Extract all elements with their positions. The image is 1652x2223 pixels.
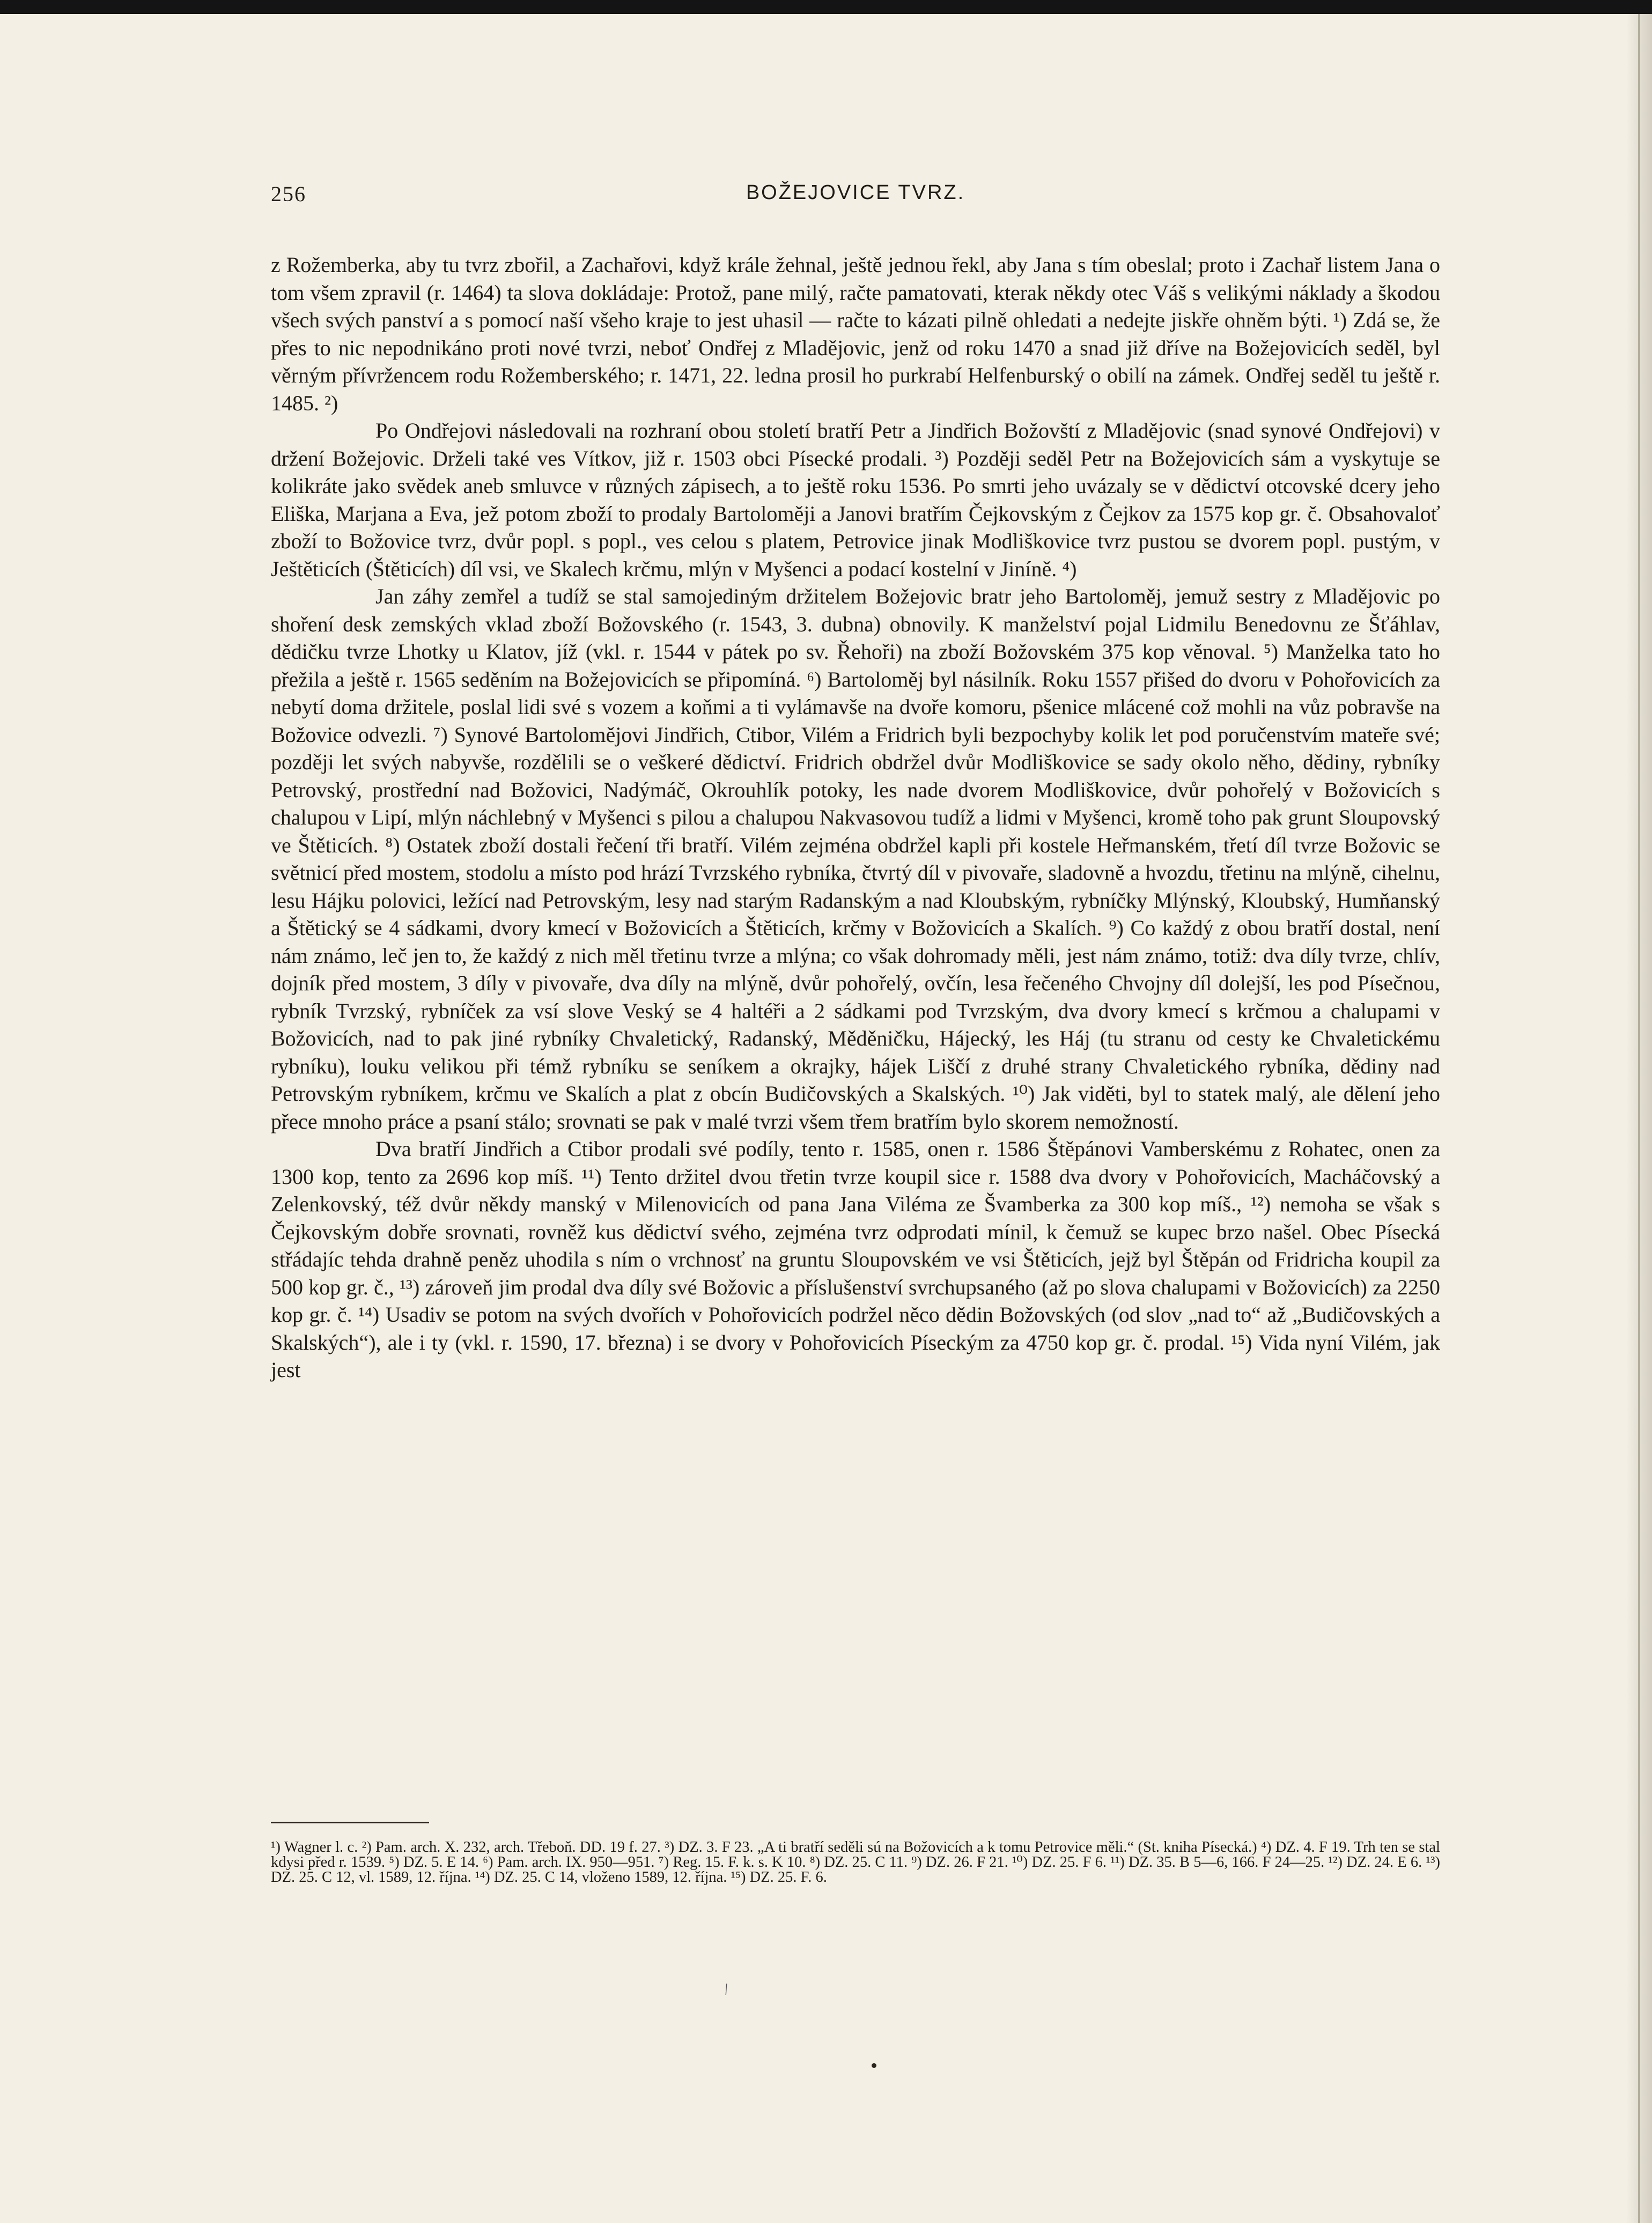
running-title: BOŽEJOVICE TVRZ. bbox=[746, 181, 965, 204]
paragraph-3: Jan záhy zemřel a tudíž se stal samojediným držitelem Božejovic bratr jeho Bartoloměj, jemuž sestry z Mladějovic po shoření desk zemských vklad zboží Božovského (r. 1543, 3. dubna) obnovily. K manželství pojal Lidmilu Benedovnu ze Šťáhlav, dědičku tvrze Lhotky u Klatov, jíž (vkl. r. 1544 v pátek po sv. Řehoři) na zboží Božovském 375 kop věnoval. ⁵) Manželka tato ho přežila a ještě r. 1565 seděním na Božejovicích se připomíná. ⁶) Bartoloměj byl násilník. Roku 1557 přišed do dvoru v Pohořovicích za nebytí doma držitele, poslal lidi své s vozem a koňmi a ti vylámavše na dvoře komoru, pšenice mlácené což mohli na vůz pobravše na Božovice odvezli. ⁷) Synové Bartolomějovi Jindřich, Ctibor, Vilém a Fridrich byli bezpochyby kolik let pod poručenstvím mateře své; později let svých nabyvše, rozdělili se o veškeré dědictví. Fridrich obdržel dvůr Modliškovice se sady okolo něho, dědiny, rybníky Petrovský, prostřední nad Božovici, Nadýmáč, Okrouhlík potoky, les nade dvorem Modliškovice, dvůr pohořelý v Božovicích s chalupou v Lipí, mlýn náchlebný v Myšenci s pilou a chalupou Nakvasovou tudíž a lidmi v Myšenci, kromě toho pak grunt Sloupovský ve Štěticích. ⁸) Ostatek zboží dostali řečení tři bratří. Vilém zejména obdržel kapli při kostele Heřmanském, třetí díl tvrze Božovic se světnicí před mostem, stodolu a místo pod hrází Tvrzského rybníka, čtvrtý díl v pivovaře, sladovně a hvozdu, třetinu na mlýně, cihelnu, lesu Hájku polovici, ležící nad Petrovským, lesy nad starým Radanským a nad Kloubským, rybníčky Mlýnský, Kloubský, Humňanský a Štětický se 4 sádkami, dvory kmecí v Božovicích a Štěticích, krčmy v Božovicích a Skalích. ⁹) Co každý z obou bratří dostal, není nám známo, leč jen to, že každý z nich měl třetinu tvrze a mlýna; co však dohromady měli, jest nám známo, totiž: dva díly tvrze, chlív, dojník před mostem, 3 díly v pivovaře, dva díly na mlýně, dvůr pohořelý, ovčín, lesa řečeného Chvojny díl dolejší, les pod Písečnou, rybník Tvrzský, rybníček za vsí slove Veský se 4 haltéři a 2 sádkami pod Tvrzským, dva dvory kmecí s krčmou a chalupami v Božovicích, nad to pak jiné rybníky Chvaletický, Radanský, Měděničku, Hájecký, les Háj (tu stranu od cesty ke Chvaletickému rybníku), louku velikou při témž rybníku se seníkem a okrajky, hájek Liščí z druhé strany Chvaletického rybníka, dědiny nad Petrovským rybníkem, krčmu ve Skalích a plat z obcín Budičovských a Skalských. ¹⁰) Jak viděti, byl to statek malý, ale dělení jeho přece mnoho práce a psaní stálo; srovnati se pak v malé tvrzi všem třem bratřím bylo skorem nemožností. bbox=[271, 584, 1440, 1133]
paragraph-1: z Rožemberka, aby tu tvrz zbořil, a Zachařovi, když krále žehnal, ještě jednou řekl, aby Jana s tím obeslal; proto i Zachař listem Jana o tom všem zpravil (r. 1464) ta slova dokládaje: Protož, pane milý, račte pamatovati, kterak někdy otec Váš s velikými náklady a škodou všech svých panství a s pomocí naší všeho kraje to jest uhasil — račte to kázati pilně ohledati a nedejte jiskře ohněm býti. ¹) Zdá se, že přes to nic nepodnikáno proti nové tvrzi, neboť Ondřej z Mladějovic, jenž od roku 1470 a snad již dříve na Božejovicích seděl, byl věrným přívržencem rodu Rožemberského; r. 1471, 22. ledna prosil ho purkrabí Helfenburský o obilí na zámek. Ondřej seděl tu ještě r. 1485. ²) bbox=[271, 253, 1440, 415]
footnotes: ¹) Wagner l. c. ²) Pam. arch. X. 232, arch. Třeboň. DD. 19 f. 27. ³) DZ. 3. F 23. „A ti bratří seděli sú na Božovicích a k tomu Petrovice měli.“ (St. kniha Písecká.) ⁴) DZ. 4. F 19. Trh ten se stal kdysi před r. 1539. ⁵) DZ. 5. E 14. ⁶) Pam. arch. IX. 950—951. ⁷) Reg. 15. F. k. s. K 10. ⁸) DZ. 25. C 11. ⁹) DZ. 26. F 21. ¹⁰) DZ. 25. F 6. ¹¹) DZ. 35. B 5—6, 166. F 24—25. ¹²) DZ. 24. E 6. ¹³) DZ. 25. C 12, vl. 1589, 12. října. ¹⁴) DZ. 25. C 14, vloženo 1589, 12. října. ¹⁵) DZ. 25. F. 6. bbox=[271, 1839, 1440, 1886]
page-number: 256 bbox=[271, 182, 306, 206]
scan-top-border bbox=[0, 0, 1652, 14]
page-header bbox=[271, 181, 1440, 214]
stray-pen-mark: / bbox=[721, 1980, 731, 1999]
stray-dot-mark bbox=[872, 2063, 876, 2068]
body-text bbox=[271, 251, 1440, 1384]
paragraph-4: Dva bratří Jindřich a Ctibor prodali své podíly, tento r. 1585, onen r. 1586 Štěpánovi Vamberskému z Rohatec, onen za 1300 kop, tento za 2696 kop míš. ¹¹) Tento držitel dvou třetin tvrze koupil sice r. 1588 dva dvory v Pohořovicích, Macháčovský a Zelenkovský, též dvůr někdy manský v Milenovicích od pana Jana Viléma ze Švamberka za 300 kop míš., ¹²) nemoha se však s Čejkovským dobře srovnati, rovněž kus dědictví svého, zejména tvrz odprodati mínil, k čemuž se kupec brzo našel. Obec Písecká střádajíc tehda drahně peněz uhodila s ním o vrchnosť na gruntu Sloupovském ve vsi Štěticích, jejž byl Štěpán od Fridricha koupil za 500 kop gr. č., ¹³) zároveň jim prodal dva díly své Božovic a příslušenství svrchupsaného (až po slova chalupami v Božovicích) za 2250 kop gr. č. ¹⁴) Usadiv se potom na svých dvořích v Pohořovicích podržel něco dědin Božovských (od slov „nad to“ až „Budičovských a Skalských“), ale i ty (vkl. r. 1590, 17. března) i se dvory v Pohořovicích Píseckým za 4750 kop gr. č. prodal. ¹⁵) Vida nyní Vilém, jak jest bbox=[271, 1137, 1440, 1382]
footnote-divider bbox=[271, 1822, 429, 1823]
paragraph-2: Po Ondřejovi následovali na rozhraní obou století bratří Petr a Jindřich Božovští z Mladějovic (snad synové Ondřejovi) v držení Božejovic. Drželi také ves Vítkov, již r. 1503 obci Písecké prodali. ³) Později seděl Petr na Božejovicích sám a vyskytuje se kolikráte jako svědek aneb smluvce v různých zápisech, a to ještě roku 1536. Po smrti jeho uvázaly se v dědictví otcovské dcery jeho Eliška, Marjana a Eva, jež potom zboží to prodaly Bartoloměji a Janovi bratřím Čejkovským z Čejkov za 1575 kop gr. č. Obsahovaloť zboží to Božovice tvrz, dvůr popl. s popl., ves celou s platem, Petrovice jinak Modliškovice tvrz pustou se dvorem popl. pustým, v Ještěticích (Štěticích) díl vsi, ve Skalech krčmu, mlýn v Myšenci a podací kostelní v Jiníně. ⁴) bbox=[271, 418, 1440, 581]
book-spine-edge bbox=[1638, 14, 1640, 2223]
